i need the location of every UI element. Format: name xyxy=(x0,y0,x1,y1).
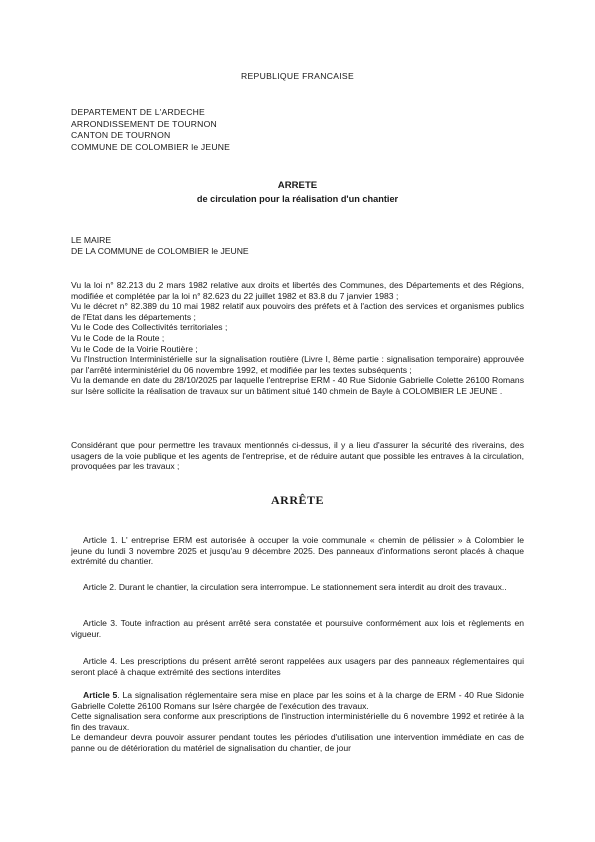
visa-code-voirie: Vu le Code de la Voirie Routière ; xyxy=(71,343,198,354)
article-4-text: Article 4. Les prescriptions du présent arrêté seront rappelées aux usagers par des panneaux réglementaires qui seront placé à chaque extrémité des sections interdites xyxy=(71,656,524,677)
article-3-text: Article 3. Toute infraction au présent arrêté sera constatée et poursuive conformément aux lois et règlements en vigueur. xyxy=(71,618,524,639)
article-4 xyxy=(71,656,524,677)
visas-block xyxy=(71,280,524,397)
document-title: ARRETE xyxy=(277,180,318,191)
article-1-text: Article 1. L' entreprise ERM est autorisée à occuper la voie communale « chemin de pélissier » à Colombier le jeune du lundi 3 novembre 2025 et jusqu'au 9 décembre 2025. Des panneaux d'informations seront placés à chaque extrémité du chantier. xyxy=(71,535,524,567)
article-5-paragraph-2: Cette signalisation sera conforme aux prescriptions de l'instruction interministérielle du 6 novembre 1992 et retirée à la fin des travaux. xyxy=(71,711,524,732)
visa-code-route: Vu le Code de la Route ; xyxy=(71,332,165,343)
article-5-paragraph-1 xyxy=(71,690,524,711)
article-2-text: Article 2. Durant le chantier, la circulation sera interrompue. Le stationnement sera interdit au droit des travaux.. xyxy=(83,582,507,592)
authority-block xyxy=(71,235,249,257)
considerant-paragraph: Considérant que pour permettre les travaux mentionnés ci-dessus, il y a lieu d'assurer la sécurité des riverains, des usagers de la voie publique et les agents de l'entreprise, et de réduire autant que possible les entraves à la circulation, provoquées par les travaux ; xyxy=(71,440,524,472)
visa-instruction: Vu l'Instruction Interministérielle sur la signalisation routière (Livre I, 8ème partie : signalisation temporaire) approuvée par l'arrêté interministériel du 06 novembre 1992, et modifiée par les textes subséquents ; xyxy=(71,354,524,375)
article-3 xyxy=(71,618,524,639)
authority-title: LE MAIRE xyxy=(71,235,112,245)
article-5-text: . La signalisation réglementaire sera mise en place par les soins et à la charge de ERM - 40 Rue Sidonie Gabrielle Colette 26100 Romans sur Isère chargée de l'exécution des travaux. xyxy=(71,690,524,711)
canton-line: CANTON DE TOURNON xyxy=(71,130,171,140)
authority-commune: DE LA COMMUNE de COLOMBIER le JEUNE xyxy=(71,246,249,256)
article-1 xyxy=(71,535,524,567)
administrative-block xyxy=(71,107,230,153)
visa-code-collectivites: Vu le Code des Collectivités territoriales ; xyxy=(71,322,228,333)
article-5-label: Article 5 xyxy=(83,690,118,700)
document-subtitle: de circulation pour la réalisation d'un chantier xyxy=(196,194,399,204)
arrondissement-line: ARRONDISSEMENT DE TOURNON xyxy=(71,118,217,129)
departement-line: DEPARTEMENT DE L'ARDECHE xyxy=(71,107,205,117)
article-5-paragraph-3: Le demandeur devra pouvoir assurer pendant toutes les périodes d'utilisation une intervention immédiate en cas de panne ou de détérioration du matériel de signalisation du chantier, de jour xyxy=(71,732,524,753)
republique-header: REPUBLIQUE FRANCAISE xyxy=(241,71,354,81)
article-5 xyxy=(71,690,524,754)
visa-loi: Vu la loi n° 82.213 du 2 mars 1982 relative aux droits et libertés des Communes, des Départements et des Régions, modifiée et complétée par la loi n° 82.623 du 22 juillet 1982 et 83.8 du 7 janvier 1983 ; xyxy=(71,280,524,301)
commune-line: COMMUNE DE COLOMBIER le JEUNE xyxy=(71,141,231,152)
arrete-heading: ARRÊTE xyxy=(270,493,324,507)
article-2 xyxy=(71,582,524,593)
visa-decret: Vu le décret n° 82.389 du 10 mai 1982 relatif aux pouvoirs des préfets et à l'action des services et organismes publics de l'Etat dans les départements ; xyxy=(71,301,524,322)
visa-demande: Vu la demande en date du 28/10/2025 par laquelle l'entreprise ERM - 40 Rue Sidonie Gabrielle Colette 26100 Romans sur Isère sollicite la réalisation de travaux sur un bâtiment situé 140 chmein de Bayle à COLOMBIER LE JEUNE . xyxy=(71,375,524,396)
